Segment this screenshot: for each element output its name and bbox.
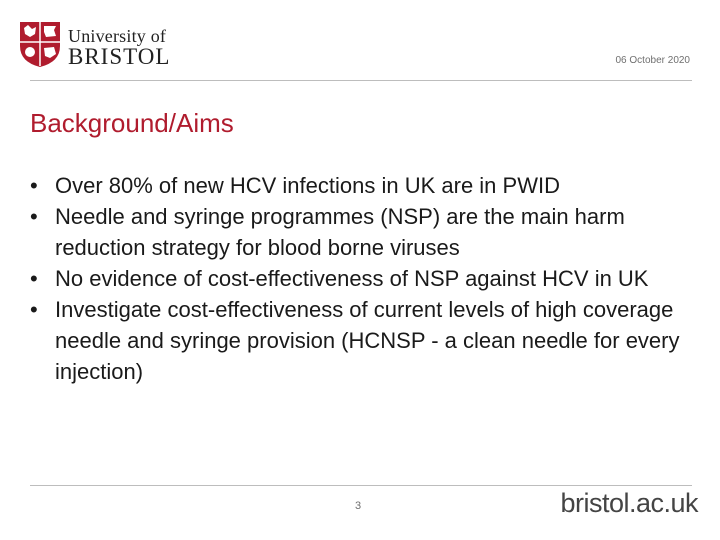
slide-date: 06 October 2020	[615, 55, 690, 66]
university-crest-icon	[18, 20, 62, 68]
footer-divider	[30, 485, 692, 486]
page-number: 3	[355, 500, 362, 512]
bullet-list	[30, 170, 700, 387]
logo-bristol-text: BRISTOL	[68, 44, 171, 69]
bullet-item: • Investigate cost-effectiveness of current levels of high coverage needle and syringe provision (HCNSP - a clean needle for every injection)	[30, 294, 700, 387]
university-logo	[18, 20, 178, 70]
footer-url: bristol.ac.uk	[560, 488, 698, 518]
bullet-item: • No evidence of cost-effectiveness of NSP against HCV in UK	[30, 263, 700, 294]
bullet-item: • Needle and syringe programmes (NSP) are the main harm reduction strategy for blood borne viruses	[30, 201, 700, 263]
header-divider	[30, 80, 692, 81]
logo-university-text: University of	[68, 26, 167, 46]
bullet-item: • Over 80% of new HCV infections in UK are in PWID	[30, 170, 700, 201]
slide-title: Background/Aims	[30, 108, 234, 138]
